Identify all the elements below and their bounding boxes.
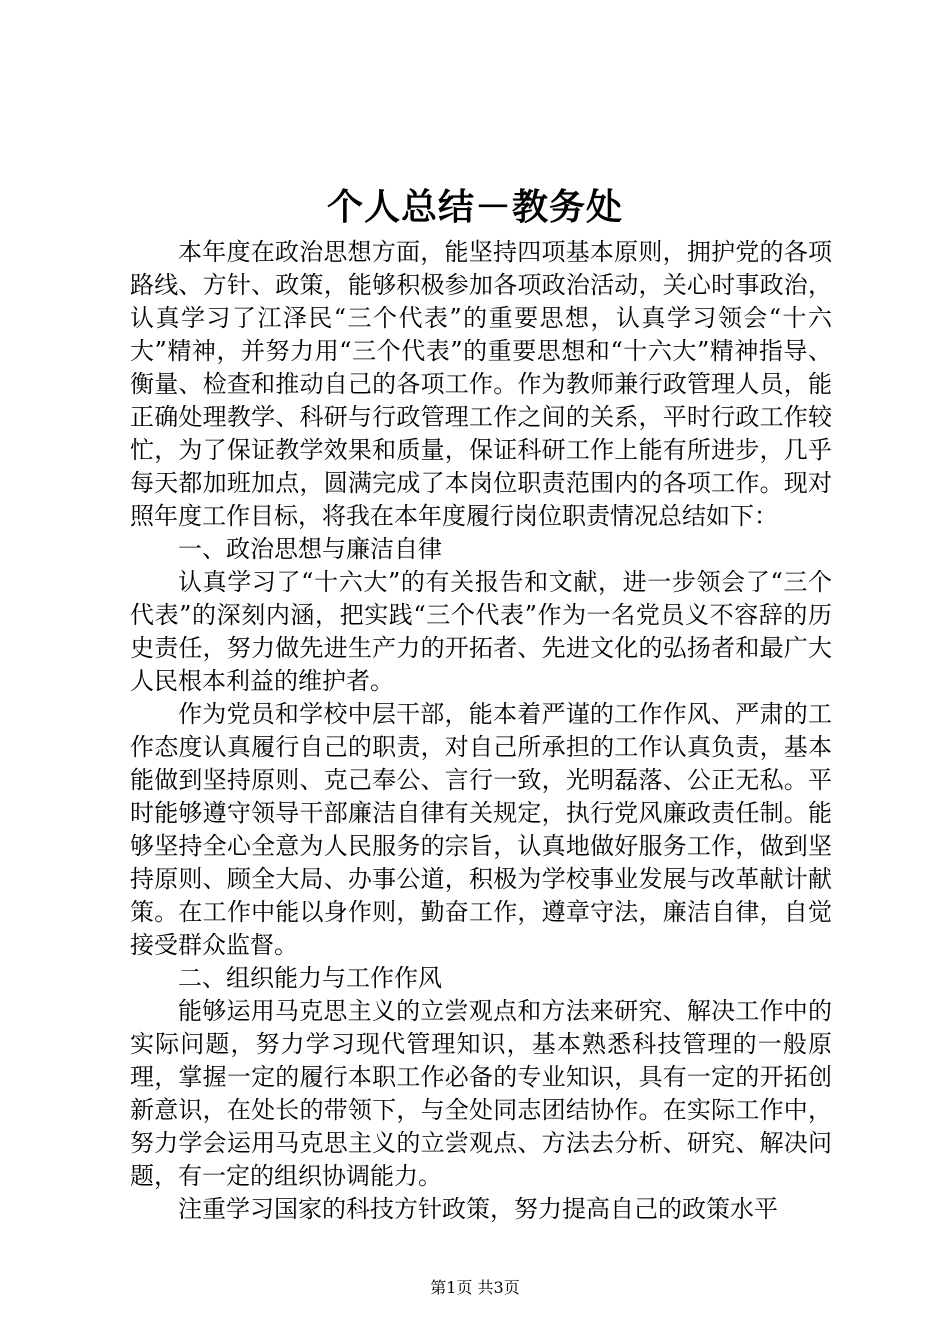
document-title: 个人总结－教务处: [326, 186, 623, 228]
page-footer: 第1页 共3页: [430, 1278, 520, 1297]
document-body: [130, 236, 832, 1226]
paragraph-intro: 本年度在政治思想方面，能坚持四项基本原则，拥护党的各项路线、方针、政策，能够积极参加各项政治活动，关心时事政治，认真学习了江泽民“三个代表”的重要思想，认真学习领会“十六大”精神，并努力用“三个代表”的重要思想和“十六大”精神指导、衡量、检查和推动自己的各项工作。作为教师兼行政管理人员，能正确处理教学、科研与行政管理工作之间的关系，平时行政工作较忙，为了保证教学效果和质量，保证科研工作上能有所进步，几乎每天都加班加点，圆满完成了本岗位职责范围内的各项工作。现对照年度工作目标，将我在本年度履行岗位职责情况总结如下：: [130, 238, 832, 530]
section-heading-2: 二、组织能力与工作作风: [178, 964, 442, 992]
paragraph: 认真学习了“十六大”的有关报告和文献，进一步领会了“三个代表”的深刻内涵，把实践“三个代表”作为一名党员义不容辞的历史责任，努力做先进生产力的开拓者、先进文化的弘扬者和最广大人民根本利益的维护者。: [130, 568, 832, 695]
paragraph: 作为党员和学校中层干部，能本着严谨的工作作风、严肃的工作态度认真履行自己的职责，对自己所承担的工作认真负责，基本能做到坚持原则、克己奉公、言行一致，光明磊落、公正无私。平时能够遵守领导干部廉洁自律有关规定，执行党风廉政责任制。能够坚持全心全意为人民服务的宗旨，认真地做好服务工作，做到坚持原则、顾全大局、办事公道，积极为学校事业发展与改革献计献策。在工作中能以身作则，勤奋工作，遵章守法，廉洁自律，自觉接受群众监督。: [130, 700, 832, 959]
section-heading-1: 一、政治思想与廉洁自律: [178, 535, 442, 563]
paragraph: 能够运用马克思主义的立尝观点和方法来研究、解决工作中的实际问题，努力学习现代管理知识，基本熟悉科技管理的一般原理，掌握一定的履行本职工作必备的专业知识，具有一定的开拓创新意识，在处长的带领下，与全处同志团结协作。在实际工作中，努力学会运用马克思主义的立尝观点、方法去分析、研究、解决问题，有一定的组织协调能力。: [130, 997, 832, 1190]
paragraph: 注重学习国家的科技方针政策，努力提高自己的政策水平: [178, 1195, 778, 1223]
